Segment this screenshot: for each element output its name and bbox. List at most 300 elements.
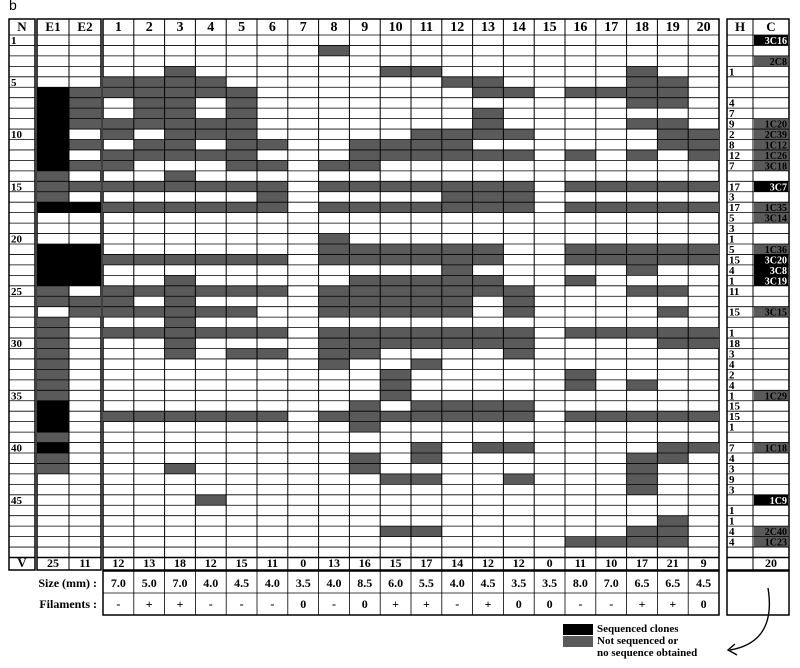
cell-col19-rows-25-25 (657, 286, 688, 296)
cell-col3-rows-6-12 (165, 87, 196, 160)
cell-col14-rows-12-12 (503, 150, 534, 160)
cell-col18-rows-29-29 (627, 328, 658, 338)
header-col-14: 14 (511, 20, 526, 35)
cell-col6-rows-22-22 (257, 254, 288, 264)
c-value-1C12: 1C12 (764, 140, 787, 152)
cell-e1-rows-25-25 (37, 286, 69, 296)
cell-col1-rows-37-37 (103, 411, 134, 421)
v-total-col-16: 11 (574, 556, 587, 570)
cell-col16-rows-24-24 (565, 275, 596, 285)
v-total-col-14: 12 (512, 556, 525, 570)
h-value-row-13: 7 (729, 160, 735, 173)
v-total-col-18: 17 (636, 556, 648, 570)
v-total-col-20: 9 (700, 556, 707, 570)
c-value-1C20: 1C20 (764, 119, 787, 131)
cell-col6-rows-11-11 (257, 140, 288, 150)
h-value-row-22: 15 (729, 254, 740, 267)
cell-col4-rows-22-22 (195, 254, 226, 264)
h-value-row-40: 7 (729, 442, 735, 455)
header-col-18: 18 (635, 20, 649, 35)
cell-col11-rows-4-4 (411, 66, 442, 76)
cell-col16-rows-17-17 (565, 202, 596, 212)
filament-col-15: 0 (546, 597, 553, 611)
h-value-row-29: 1 (729, 327, 735, 340)
cell-col11-rows-48-48 (411, 526, 442, 536)
cell-col1-rows-13-13 (103, 160, 134, 170)
cell-col8-rows-25-27 (319, 286, 350, 317)
v-total-col-3: 18 (174, 556, 186, 570)
h-value-row-19: 3 (729, 223, 735, 236)
cell-col13-rows-8-10 (473, 108, 504, 139)
legend-sequenced-label: Sequenced clones (597, 623, 679, 635)
size-col-4: 4.0 (203, 576, 219, 590)
size-col-7: 3.5 (295, 576, 311, 590)
cell-col19-rows-37-37 (657, 411, 688, 421)
cell-col8-rows-29-29 (319, 328, 350, 338)
c-value-3C8: 3C8 (769, 265, 787, 277)
c-value-1C23: 1C23 (764, 537, 787, 549)
v-total-col-17: 10 (605, 556, 618, 570)
header-col-7: 7 (299, 20, 307, 35)
h-value-row-9: 9 (729, 118, 735, 131)
h-value-row-34: 4 (729, 379, 735, 392)
cell-col9-rows-36-38 (349, 401, 380, 432)
header-e2: E2 (77, 19, 93, 34)
v-total-col-1: 12 (112, 556, 125, 570)
header-col-17: 17 (604, 20, 619, 35)
size-col-10: 6.0 (388, 576, 404, 590)
c-value-2C8: 2C8 (769, 56, 787, 68)
row-label-15: 15 (11, 181, 22, 194)
cell-col5-rows-15-15 (226, 181, 257, 191)
cell-col12-rows-17-17 (442, 202, 473, 212)
h-value-row-15: 17 (729, 181, 740, 194)
header-col-2: 2 (145, 20, 153, 35)
h-value-row-8: 7 (729, 108, 735, 121)
size-label: Size (mm) : (38, 576, 97, 590)
cell-col19-rows-47-49 (657, 516, 688, 547)
row-label-1: 1 (11, 34, 17, 47)
size-col-6: 4.0 (264, 576, 280, 590)
h-value-row-24: 1 (729, 275, 735, 288)
h-value-row-17: 17 (729, 202, 740, 215)
h-value-row-41: 4 (729, 452, 735, 465)
cell-col18-rows-17-17 (627, 202, 658, 212)
size-col-13: 4.5 (480, 576, 496, 590)
cell-col12-rows-23-23 (442, 265, 473, 275)
header-col-16: 16 (573, 20, 588, 35)
panel-label: b (9, 0, 17, 13)
cell-col4-rows-45-45 (195, 495, 226, 505)
cell-e1-rows-39-39 (37, 432, 69, 442)
cell-col2-rows-27-27 (134, 307, 165, 317)
cell-col5-rows-29-29 (226, 328, 257, 338)
header-col-12: 12 (450, 20, 465, 35)
v-total-col-9: 16 (358, 556, 371, 570)
h-value-row-32: 4 (729, 358, 735, 371)
cell-e1-rows-40-40 (37, 443, 69, 453)
cell-e2-rows-27-27 (69, 307, 101, 317)
cell-col4-rows-17-17 (195, 202, 226, 212)
filament-col-6: - (270, 597, 275, 611)
cell-col2-rows-29-29 (134, 328, 165, 338)
h-value-row-49: 4 (729, 536, 735, 549)
h-value-row-10: 2 (729, 129, 735, 141)
cell-e1-rows-15-15 (37, 181, 69, 191)
cell-col1-rows-17-17 (103, 202, 134, 212)
cell-col5-rows-25-25 (226, 286, 257, 296)
cell-col6-rows-31-31 (257, 349, 288, 359)
header-e1: E1 (45, 19, 61, 34)
cell-col10-rows-37-37 (380, 411, 411, 421)
row-label-10: 10 (11, 129, 22, 141)
cell-col8-rows-2-2 (319, 45, 350, 55)
size-col-16: 8.0 (572, 576, 588, 590)
v-total-col-7: 0 (300, 556, 307, 570)
row-label-25: 25 (11, 285, 22, 298)
cell-col11-rows-32-32 (411, 359, 442, 369)
cell-e2-rows-11-11 (69, 140, 101, 150)
header-col-20: 20 (696, 20, 711, 35)
filaments-label: Filaments : (39, 597, 97, 611)
v-total-col-6: 11 (266, 556, 279, 570)
header-col-9: 9 (361, 20, 369, 35)
cell-col19-rows-17-17 (657, 202, 688, 212)
cell-col2-rows-25-25 (134, 286, 165, 296)
cell-col13-rows-40-40 (473, 443, 504, 453)
cell-col20-rows-15-15 (688, 181, 719, 191)
v-total-col-15: 0 (546, 556, 553, 570)
h-value-row-20: 1 (729, 233, 735, 246)
v-total-col-19: 21 (666, 556, 679, 570)
c-value-3C7: 3C7 (769, 182, 787, 194)
h-value-row-16: 3 (729, 191, 735, 204)
v-total-col-12: 14 (451, 556, 464, 570)
cell-col8-rows-22-22 (319, 254, 350, 264)
cell-col4-rows-37-37 (195, 411, 226, 421)
row-label-30: 30 (11, 338, 22, 350)
row-label-40: 40 (11, 442, 22, 455)
h-value-row-48: 4 (729, 526, 735, 539)
cell-col1-rows-25-25 (103, 286, 134, 296)
cell-col8-rows-37-37 (319, 411, 350, 421)
c-value-2C39: 2C39 (764, 130, 787, 141)
cell-col17-rows-6-6 (596, 87, 627, 97)
header-col-6: 6 (268, 20, 276, 35)
cell-col1-rows-12-12 (103, 150, 134, 160)
cell-col6-rows-13-13 (257, 160, 288, 170)
cell-col14-rows-31-31 (503, 349, 534, 359)
filament-col-4: - (208, 597, 213, 611)
size-col-19: 6.5 (665, 576, 681, 590)
cell-col5-rows-27-27 (226, 307, 257, 317)
cell-col9-rows-11-13 (349, 140, 380, 171)
v-total-col-8: 13 (328, 556, 340, 570)
c-value-1C36: 1C36 (764, 244, 787, 256)
h-value-row-25: 11 (729, 285, 740, 298)
size-col-1: 7.0 (110, 576, 126, 590)
legend-sequenced-swatch (563, 624, 593, 635)
filament-col-8: - (332, 597, 336, 611)
cell-col6-rows-25-25 (257, 286, 288, 296)
header-col-4: 4 (207, 20, 215, 35)
h-value-row-21: 5 (729, 243, 735, 256)
c-value-3C20: 3C20 (764, 255, 787, 267)
size-col-14: 3.5 (511, 576, 527, 590)
h-value-row-30: 18 (729, 338, 740, 350)
row-label-20: 20 (11, 233, 22, 246)
row-label-45: 45 (11, 494, 22, 507)
cell-col2-rows-37-37 (134, 411, 165, 421)
cell-col6-rows-29-29 (257, 328, 288, 338)
cell-col13-rows-12-12 (473, 150, 504, 160)
size-col-18: 6.5 (634, 576, 650, 590)
cell-col17-rows-37-37 (596, 411, 627, 421)
cell-col8-rows-30-32 (319, 338, 350, 369)
size-col-15: 3.5 (542, 576, 558, 590)
cell-col20-rows-40-40 (688, 443, 719, 453)
v-total-col-4: 12 (204, 556, 217, 570)
header-h: H (734, 19, 746, 34)
filament-col-1: - (116, 597, 121, 611)
cell-col2-rows-17-17 (134, 202, 165, 212)
cell-col10-rows-43-43 (380, 474, 411, 484)
cell-e1-rows-17-17 (37, 202, 69, 212)
header-col-15: 15 (542, 20, 557, 35)
filament-col-10: + (392, 597, 400, 611)
cell-col10-rows-4-4 (380, 66, 411, 76)
c-value-1C26: 1C26 (764, 150, 787, 162)
c-value-1C35: 1C35 (764, 203, 787, 215)
cell-col19-rows-5-7 (657, 77, 688, 108)
v-total-col-13: 12 (482, 556, 494, 570)
h-value-row-7: 4 (729, 97, 735, 110)
cell-col3-rows-37-37 (165, 411, 196, 421)
filament-col-12: - (455, 597, 460, 611)
cell-col17-rows-17-17 (596, 202, 627, 212)
cell-col14-rows-43-43 (503, 474, 534, 484)
v-total-col-11: 17 (420, 556, 433, 570)
cell-e2-rows-26-26 (69, 296, 101, 306)
cell-col8-rows-17-17 (319, 202, 350, 212)
cell-col4-rows-29-29 (195, 328, 226, 338)
cell-col17-rows-49-49 (596, 537, 627, 547)
cell-col2-rows-15-15 (134, 181, 165, 191)
c-value-3C18: 3C18 (764, 161, 787, 173)
filament-col-14: 0 (515, 597, 522, 611)
cell-col16-rows-49-49 (565, 537, 596, 547)
cell-col18-rows-37-37 (627, 411, 658, 421)
h-value-row-43: 9 (729, 473, 735, 486)
h-value-row-42: 3 (729, 463, 735, 476)
cell-col17-rows-15-15 (596, 181, 627, 191)
cell-col18-rows-9-9 (627, 119, 658, 129)
h-value-row-35: 1 (729, 390, 735, 403)
c-value-3C14: 3C14 (764, 213, 787, 225)
cell-col20-rows-10-12 (688, 129, 719, 160)
cell-col11-rows-17-17 (411, 202, 442, 212)
cell-col5-rows-17-17 (226, 202, 257, 212)
cell-col9-rows-17-17 (349, 202, 380, 212)
h-value-row-47: 1 (729, 515, 735, 528)
cell-col5-rows-37-37 (226, 411, 257, 421)
cell-col2-rows-22-22 (134, 254, 165, 264)
v-total-col-5: 15 (235, 556, 248, 570)
legend-not-sequenced-swatch (563, 636, 593, 647)
v-label: V (17, 555, 27, 570)
header-col-5: 5 (238, 20, 246, 35)
cell-col11-rows-43-43 (411, 474, 442, 484)
header-n: N (17, 19, 27, 34)
h-value-row-12: 12 (729, 149, 740, 162)
header-col-3: 3 (176, 20, 184, 35)
c-value-2C40: 2C40 (764, 527, 787, 539)
cell-col16-rows-15-15 (565, 181, 596, 191)
cell-col3-rows-17-17 (165, 202, 196, 212)
cell-col11-rows-10-12 (411, 129, 442, 160)
c-value-3C16: 3C16 (764, 35, 787, 47)
cell-e1-rows-26-26 (37, 296, 69, 306)
cell-col3-rows-22-22 (165, 254, 196, 264)
h-value-row-27: 15 (729, 306, 740, 319)
filament-col-3: + (176, 597, 184, 611)
size-filaments-right-frame (727, 571, 789, 615)
cell-col1-rows-29-29 (103, 328, 134, 338)
c-value-1C18: 1C18 (764, 443, 787, 455)
h-value-row-23: 4 (729, 264, 735, 277)
cell-col3-rows-42-42 (165, 463, 196, 473)
cell-col14-rows-40-40 (503, 443, 534, 453)
size-col-2: 5.0 (141, 576, 157, 590)
size-col-5: 4.5 (234, 576, 250, 590)
curved-arrow (730, 588, 769, 650)
cell-col4-rows-27-27 (195, 307, 226, 317)
cell-col14-rows-10-10 (503, 129, 534, 139)
cell-e1-rows-14-14 (37, 171, 69, 181)
v-total-col-10: 15 (389, 556, 402, 570)
size-col-20: 4.5 (696, 576, 712, 590)
cell-col19-rows-9-11 (657, 119, 688, 150)
cell-col18-rows-12-12 (627, 150, 658, 160)
filament-col-18: + (638, 597, 646, 611)
cell-e1-rows-16-16 (37, 192, 69, 202)
cell-e2-rows-7-9 (69, 98, 101, 129)
cell-col6-rows-17-17 (257, 202, 288, 212)
header-col-19: 19 (665, 20, 680, 35)
cell-col16-rows-37-37 (565, 411, 596, 421)
cell-col12-rows-5-5 (442, 77, 473, 87)
filament-col-7: 0 (300, 597, 307, 611)
header-col-8: 8 (330, 20, 338, 35)
legend-not-sequenced-label-1: Not sequenced or (597, 635, 679, 647)
cell-col10-rows-48-48 (380, 526, 411, 536)
filament-col-2: + (145, 597, 153, 611)
cell-col18-rows-23-23 (627, 265, 658, 275)
cell-col13-rows-15-17 (473, 181, 504, 212)
header-c: C (766, 19, 776, 34)
legend-not-sequenced-label-2: no sequence obtained (597, 647, 698, 659)
h-value-row-11: 8 (729, 139, 735, 152)
h-value-row-31: 3 (729, 348, 735, 361)
cell-col4-rows-12-12 (195, 150, 226, 160)
h-value-row-38: 1 (729, 421, 735, 434)
cell-col9-rows-31-31 (349, 349, 380, 359)
cell-col2-rows-7-9 (134, 98, 165, 129)
h-value-row-36: 15 (729, 400, 740, 413)
filament-col-9: 0 (361, 597, 368, 611)
cell-col19-rows-27-27 (657, 307, 688, 317)
header-col-11: 11 (419, 20, 434, 35)
filament-col-16: - (578, 597, 583, 611)
h-value-row-4: 1 (729, 66, 735, 79)
cell-e2-rows-13-13 (69, 160, 101, 170)
filament-col-17: - (609, 597, 614, 611)
h-value-row-33: 2 (729, 369, 735, 382)
cell-col1-rows-22-22 (103, 254, 134, 264)
cell-col10-rows-17-17 (380, 202, 411, 212)
cell-e2-rows-6-6 (69, 87, 101, 97)
cell-col16-rows-12-12 (565, 150, 596, 160)
cell-col5-rows-22-22 (226, 254, 257, 264)
v-total-e2: 11 (79, 556, 91, 570)
header-col-10: 10 (388, 20, 403, 35)
cell-e1-rows-36-38 (37, 401, 69, 432)
cell-col16-rows-6-6 (565, 87, 596, 97)
cell-col8-rows-15-15 (319, 181, 350, 191)
c-value-1C9: 1C9 (769, 495, 787, 507)
size-col-8: 4.0 (326, 576, 342, 590)
h-value-row-18: 5 (729, 212, 735, 225)
cell-col4-rows-25-25 (195, 286, 226, 296)
cell-col17-rows-29-29 (596, 328, 627, 338)
cell-col10-rows-33-35 (380, 369, 411, 400)
cell-col8-rows-13-13 (319, 160, 350, 170)
c-value-1C29: 1C29 (764, 391, 787, 403)
size-col-17: 7.0 (603, 576, 619, 590)
v-total-col-2: 13 (143, 556, 156, 570)
cell-col3-rows-25-27 (165, 286, 196, 317)
filament-col-19: + (669, 597, 677, 611)
cell-col10-rows-15-15 (380, 181, 411, 191)
cell-col14-rows-25-27 (503, 286, 534, 317)
cell-e2-rows-15-15 (69, 181, 101, 191)
cell-col18-rows-15-15 (627, 181, 658, 191)
c-value-3C19: 3C19 (764, 276, 787, 288)
cell-col11-rows-15-15 (411, 181, 442, 191)
cell-col3-rows-24-24 (165, 275, 196, 285)
cell-col14-rows-6-6 (503, 87, 534, 97)
cell-col18-rows-34-34 (627, 380, 658, 390)
filament-col-5: - (239, 597, 244, 611)
filament-col-13: + (484, 597, 492, 611)
filament-col-20: 0 (700, 597, 707, 611)
h-value-row-44: 3 (729, 484, 735, 497)
size-col-3: 7.0 (172, 576, 188, 590)
size-col-11: 5.5 (418, 576, 434, 590)
cell-col16-rows-29-29 (565, 328, 596, 338)
row-label-5: 5 (11, 76, 17, 89)
cell-col4-rows-15-15 (195, 181, 226, 191)
cell-col20-rows-17-17 (688, 202, 719, 212)
cell-col6-rows-37-37 (257, 411, 288, 421)
cell-col5-rows-31-31 (226, 349, 257, 359)
h-value-row-37: 15 (729, 411, 740, 424)
cell-col9-rows-15-15 (349, 181, 380, 191)
cell-e2-rows-17-17 (69, 202, 101, 212)
c-value-3C15: 3C15 (764, 307, 787, 319)
filament-col-11: + (422, 597, 430, 611)
header-col-1: 1 (114, 20, 122, 35)
